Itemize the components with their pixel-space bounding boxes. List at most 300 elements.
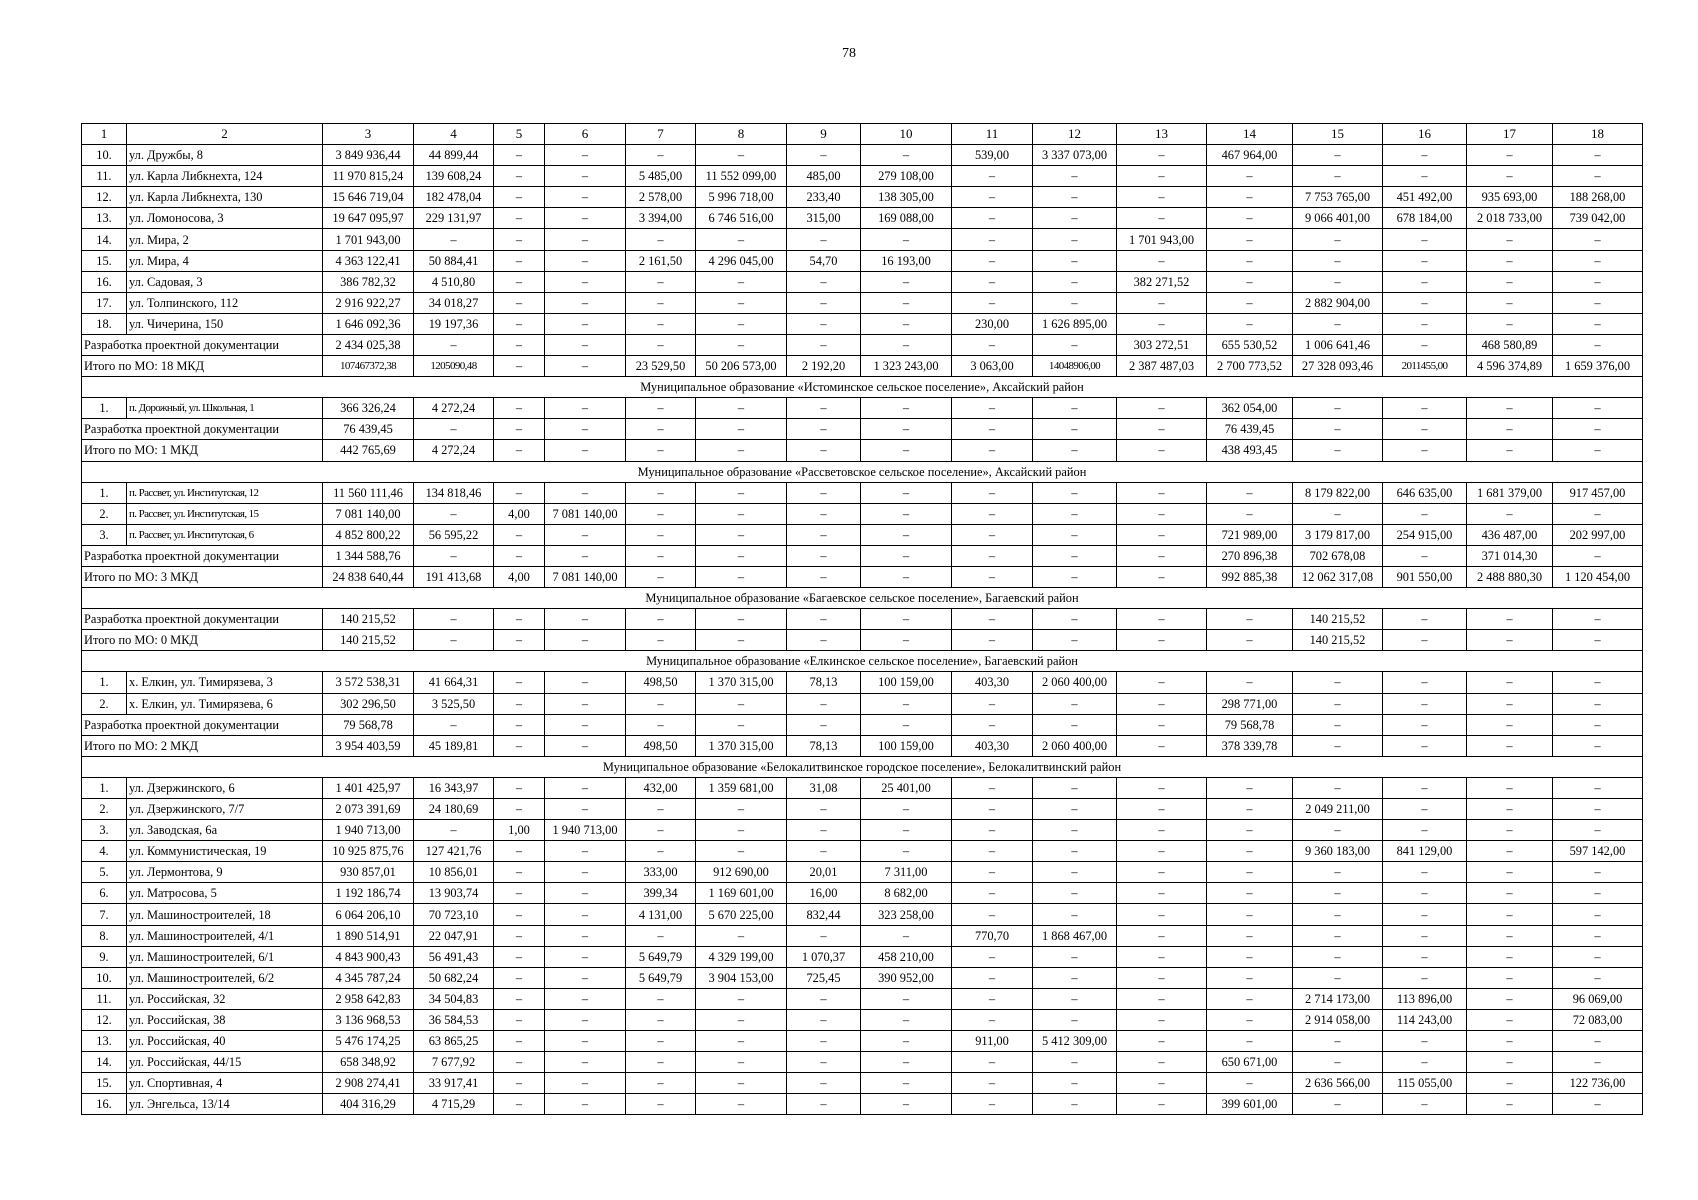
table-cell: – <box>696 313 787 334</box>
table-cell: 468 580,89 <box>1467 334 1553 355</box>
table-cell: – <box>952 419 1033 440</box>
table-cell: – <box>626 1031 696 1052</box>
table-cell: 901 550,00 <box>1383 566 1467 587</box>
table-cell: 485,00 <box>787 166 861 187</box>
table-cell: – <box>494 609 545 630</box>
table-cell: – <box>1117 440 1207 461</box>
table-cell: 1 646 092,36 <box>323 313 414 334</box>
table-cell: 1 401 425,97 <box>323 777 414 798</box>
table-cell: – <box>1467 503 1553 524</box>
table-cell: 8 179 822,00 <box>1293 482 1383 503</box>
summary-label: Итого по МО: 3 МКД <box>82 566 323 587</box>
table-cell: 362 054,00 <box>1207 398 1293 419</box>
table-cell: 19 197,36 <box>414 313 494 334</box>
table-cell: – <box>1383 904 1467 925</box>
table-cell: – <box>696 841 787 862</box>
table-cell: – <box>1117 925 1207 946</box>
table-cell: – <box>952 967 1033 988</box>
table-cell: 1 890 514,91 <box>323 925 414 946</box>
table-cell: – <box>1467 229 1553 250</box>
table-cell: – <box>1383 777 1467 798</box>
table-cell: – <box>1033 1073 1117 1094</box>
table-cell: 4 852 800,22 <box>323 524 414 545</box>
table-cell: – <box>1117 862 1207 883</box>
table-cell: 303 272,51 <box>1117 334 1207 355</box>
table-cell: – <box>952 1052 1033 1073</box>
table-cell: 76 439,45 <box>1207 419 1293 440</box>
address-cell: ул. Заводская, 6а <box>127 820 323 841</box>
table-cell: – <box>1117 799 1207 820</box>
table-cell: 7 081 140,00 <box>545 566 626 587</box>
table-cell: 1 169 601,00 <box>696 883 787 904</box>
table-cell: – <box>494 166 545 187</box>
table-cell: 658 348,92 <box>323 1052 414 1073</box>
table-cell: – <box>1553 545 1643 566</box>
table-cell: – <box>1033 503 1117 524</box>
table-cell: 230,00 <box>952 313 1033 334</box>
summary-row <box>82 545 1643 566</box>
table-cell: – <box>952 440 1033 461</box>
table-cell: 3 394,00 <box>626 208 696 229</box>
table-cell: 140 215,52 <box>1293 609 1383 630</box>
table-cell: 4 272,24 <box>414 398 494 419</box>
table-cell: 140 215,52 <box>1293 630 1383 651</box>
table-cell: – <box>626 1094 696 1115</box>
column-header: 17 <box>1467 124 1553 145</box>
table-cell: 315,00 <box>787 208 861 229</box>
table-cell: – <box>1467 946 1553 967</box>
table-cell: – <box>494 1031 545 1052</box>
table-cell: – <box>787 1031 861 1052</box>
address-cell: ул. Машиностроителей, 6/1 <box>127 946 323 967</box>
table-cell: 467 964,00 <box>1207 145 1293 166</box>
table-cell: – <box>1207 777 1293 798</box>
table-cell: 2 578,00 <box>626 187 696 208</box>
table-cell: 3 954 403,59 <box>323 735 414 756</box>
table-cell: – <box>1207 904 1293 925</box>
table-cell: 11 970 815,24 <box>323 166 414 187</box>
table-cell: – <box>1383 967 1467 988</box>
table-cell: – <box>1207 799 1293 820</box>
table-cell: – <box>1467 271 1553 292</box>
table-cell: – <box>787 545 861 566</box>
table-cell: – <box>626 545 696 566</box>
address-cell: х. Елкин, ул. Тимирязева, 6 <box>127 693 323 714</box>
address-cell: п. Рассвет, ул. Институтская, 15 <box>127 503 323 524</box>
table-cell: 4 715,29 <box>414 1094 494 1115</box>
table-cell: – <box>494 693 545 714</box>
table-cell: – <box>545 714 626 735</box>
table-cell: – <box>787 841 861 862</box>
table-cell: 2 018 733,00 <box>1467 208 1553 229</box>
table-cell: – <box>1467 1031 1553 1052</box>
table-cell: 366 326,24 <box>323 398 414 419</box>
table-cell: – <box>861 292 952 313</box>
table-cell: – <box>1293 904 1383 925</box>
section-title: Муниципальное образование «Истоминское сельское поселение», Аксайский район <box>82 377 1643 398</box>
table-cell: – <box>1117 777 1207 798</box>
row-number: 14. <box>82 229 127 250</box>
table-cell: – <box>1033 862 1117 883</box>
table-cell: – <box>545 883 626 904</box>
table-cell: 2 958 642,83 <box>323 988 414 1009</box>
table-cell: – <box>1033 419 1117 440</box>
table-cell: – <box>1293 714 1383 735</box>
address-cell: ул. Толпинского, 112 <box>127 292 323 313</box>
table-cell: – <box>1383 862 1467 883</box>
table-row <box>82 1052 1643 1073</box>
table-cell: – <box>1207 482 1293 503</box>
table-cell: – <box>1383 503 1467 524</box>
column-header: 10 <box>861 124 952 145</box>
table-cell: 45 189,81 <box>414 735 494 756</box>
table-cell: – <box>1467 735 1553 756</box>
table-cell: – <box>952 862 1033 883</box>
table-cell: – <box>1293 883 1383 904</box>
table-cell: – <box>861 1094 952 1115</box>
column-header: 6 <box>545 124 626 145</box>
address-cell: ул. Российская, 44/15 <box>127 1052 323 1073</box>
table-cell: – <box>1553 904 1643 925</box>
table-cell: – <box>1383 313 1467 334</box>
table-cell: – <box>1033 440 1117 461</box>
table-cell: 2 882 904,00 <box>1293 292 1383 313</box>
table-cell: – <box>1033 946 1117 967</box>
table-cell: – <box>696 630 787 651</box>
table-cell: 539,00 <box>952 145 1033 166</box>
table-cell: 13 903,74 <box>414 883 494 904</box>
table-cell: – <box>1553 862 1643 883</box>
table-cell: – <box>414 714 494 735</box>
table-cell: – <box>545 799 626 820</box>
row-number: 17. <box>82 292 127 313</box>
table-cell: – <box>861 545 952 566</box>
table-cell: – <box>1293 398 1383 419</box>
table-cell: – <box>1033 883 1117 904</box>
table-cell: 725,45 <box>787 967 861 988</box>
table-cell: – <box>861 630 952 651</box>
table-cell: – <box>414 545 494 566</box>
table-cell: 22 047,91 <box>414 925 494 946</box>
table-cell: 2 192,20 <box>787 356 861 377</box>
table-cell: – <box>1117 967 1207 988</box>
table-row <box>82 187 1643 208</box>
table-cell: 202 997,00 <box>1553 524 1643 545</box>
table-cell: – <box>1383 925 1467 946</box>
table-cell: – <box>787 229 861 250</box>
row-number: 15. <box>82 250 127 271</box>
table-row <box>82 398 1643 419</box>
table-cell: – <box>545 630 626 651</box>
table-cell: 399 601,00 <box>1207 1094 1293 1115</box>
column-header: 16 <box>1383 124 1467 145</box>
table-cell: – <box>626 609 696 630</box>
table-cell: 1 006 641,46 <box>1293 334 1383 355</box>
table-cell: – <box>545 440 626 461</box>
table-row <box>82 145 1643 166</box>
table-cell: 16 193,00 <box>861 250 952 271</box>
table-cell: 140 215,52 <box>323 609 414 630</box>
table-cell: – <box>545 145 626 166</box>
table-cell: – <box>494 1094 545 1115</box>
table-row <box>82 967 1643 988</box>
summary-label: Итого по МО: 0 МКД <box>82 630 323 651</box>
table-cell: – <box>1467 630 1553 651</box>
summary-row <box>82 630 1643 651</box>
table-cell: – <box>545 967 626 988</box>
table-cell: – <box>1207 672 1293 693</box>
table-cell: 597 142,00 <box>1553 841 1643 862</box>
table-cell: – <box>1207 862 1293 883</box>
table-cell: 333,00 <box>626 862 696 883</box>
table-cell: 36 584,53 <box>414 1009 494 1030</box>
table-cell: – <box>545 841 626 862</box>
table-cell: 54,70 <box>787 250 861 271</box>
table-cell: – <box>414 609 494 630</box>
table-row <box>82 841 1643 862</box>
table-cell: – <box>1033 229 1117 250</box>
address-cell: п. Рассвет, ул. Институтская, 12 <box>127 482 323 503</box>
address-cell: ул. Российская, 40 <box>127 1031 323 1052</box>
table-cell: – <box>696 440 787 461</box>
table-cell: 2 161,50 <box>626 250 696 271</box>
table-cell: – <box>545 946 626 967</box>
table-cell: – <box>1033 1094 1117 1115</box>
table-cell: – <box>494 988 545 1009</box>
table-cell: – <box>1117 1031 1207 1052</box>
row-number: 5. <box>82 862 127 883</box>
table-cell: 5 476 174,25 <box>323 1031 414 1052</box>
table-cell: – <box>494 946 545 967</box>
table-cell: – <box>1207 229 1293 250</box>
table-cell: – <box>494 925 545 946</box>
table-cell: 4 843 900,43 <box>323 946 414 967</box>
table-cell: – <box>1207 1031 1293 1052</box>
table-cell: 138 305,00 <box>861 187 952 208</box>
table-cell: – <box>1117 883 1207 904</box>
table-cell: 4 345 787,24 <box>323 967 414 988</box>
table-row <box>82 1073 1643 1094</box>
table-cell: – <box>696 271 787 292</box>
table-cell: – <box>1467 841 1553 862</box>
address-cell: ул. Российская, 32 <box>127 988 323 1009</box>
row-number: 2. <box>82 799 127 820</box>
table-cell: 25 401,00 <box>861 777 952 798</box>
table-cell: – <box>952 946 1033 967</box>
table-cell: – <box>1033 630 1117 651</box>
table-cell: – <box>545 1031 626 1052</box>
address-cell: ул. Карла Либкнехта, 124 <box>127 166 323 187</box>
table-cell: – <box>1553 398 1643 419</box>
section-row <box>82 588 1643 609</box>
table-cell: – <box>626 841 696 862</box>
table-cell: – <box>494 482 545 503</box>
table-cell: – <box>626 292 696 313</box>
table-cell: 2 714 173,00 <box>1293 988 1383 1009</box>
table-cell: – <box>545 1052 626 1073</box>
table-cell: 1 940 713,00 <box>545 820 626 841</box>
table-cell: – <box>787 1094 861 1115</box>
table-cell: – <box>787 313 861 334</box>
table-cell: 298 771,00 <box>1207 693 1293 714</box>
table-cell: 78,13 <box>787 672 861 693</box>
address-cell: ул. Коммунистическая, 19 <box>127 841 323 862</box>
table-cell: 678 184,00 <box>1383 208 1467 229</box>
table-cell: – <box>1383 883 1467 904</box>
table-cell: – <box>545 735 626 756</box>
table-cell: – <box>545 482 626 503</box>
table-cell: – <box>1467 609 1553 630</box>
table-cell: – <box>494 862 545 883</box>
table-cell: – <box>626 229 696 250</box>
table-cell: 50 884,41 <box>414 250 494 271</box>
table-row <box>82 208 1643 229</box>
table-cell: – <box>696 714 787 735</box>
table-cell: – <box>1293 440 1383 461</box>
table-cell: – <box>952 904 1033 925</box>
table-cell: – <box>1383 693 1467 714</box>
table-cell: – <box>1553 334 1643 355</box>
table-cell: – <box>1467 967 1553 988</box>
table-cell: – <box>545 356 626 377</box>
table-cell: – <box>861 334 952 355</box>
table-cell: – <box>787 693 861 714</box>
table-cell: – <box>861 1009 952 1030</box>
table-cell: – <box>1467 1073 1553 1094</box>
table-cell: 1 681 379,00 <box>1467 482 1553 503</box>
table-cell: 371 014,30 <box>1467 545 1553 566</box>
section-title: Муниципальное образование «Белокалитвинское городское поселение», Белокалитвинский район <box>82 756 1643 777</box>
table-cell: – <box>1553 503 1643 524</box>
table-cell: – <box>952 820 1033 841</box>
table-cell: – <box>1467 693 1553 714</box>
table-cell: 5 412 309,00 <box>1033 1031 1117 1052</box>
table-cell: – <box>1033 208 1117 229</box>
table-cell: 9 360 183,00 <box>1293 841 1383 862</box>
table-cell: – <box>1553 630 1643 651</box>
table-cell: 1 701 943,00 <box>1117 229 1207 250</box>
row-number: 13. <box>82 1031 127 1052</box>
table-cell: – <box>1383 1052 1467 1073</box>
table-cell: – <box>1293 820 1383 841</box>
table-cell: – <box>1207 503 1293 524</box>
table-cell: – <box>1293 419 1383 440</box>
table-cell: – <box>952 799 1033 820</box>
table-cell: – <box>1033 609 1117 630</box>
table-cell: 386 782,32 <box>323 271 414 292</box>
table-cell: – <box>494 1009 545 1030</box>
table-cell: – <box>626 482 696 503</box>
section-title: Муниципальное образование «Елкинское сельское поселение», Багаевский район <box>82 651 1643 672</box>
table-cell: – <box>545 524 626 545</box>
table-cell: – <box>1467 419 1553 440</box>
table-cell: 1 868 467,00 <box>1033 925 1117 946</box>
table-cell: – <box>1293 693 1383 714</box>
table-cell: – <box>545 1094 626 1115</box>
table-cell: 458 210,00 <box>861 946 952 967</box>
table-cell: 655 530,52 <box>1207 334 1293 355</box>
table-row <box>82 1094 1643 1115</box>
table-cell: – <box>1117 250 1207 271</box>
table-cell: – <box>545 250 626 271</box>
table-cell: – <box>494 250 545 271</box>
table-row <box>82 799 1643 820</box>
column-header: 8 <box>696 124 787 145</box>
column-header: 2 <box>127 124 323 145</box>
table-cell: 1 120 454,00 <box>1553 566 1643 587</box>
table-cell: – <box>1293 313 1383 334</box>
table-row <box>82 229 1643 250</box>
section-row <box>82 377 1643 398</box>
table-cell: – <box>545 693 626 714</box>
table-cell: 2 387 487,03 <box>1117 356 1207 377</box>
table-cell: 139 608,24 <box>414 166 494 187</box>
table-cell: 2 060 400,00 <box>1033 672 1117 693</box>
table-cell: – <box>494 1073 545 1094</box>
table-cell: – <box>952 777 1033 798</box>
table-cell: 15 646 719,04 <box>323 187 414 208</box>
table-cell: 2 060 400,00 <box>1033 735 1117 756</box>
table-cell: – <box>494 356 545 377</box>
table-cell: – <box>1033 166 1117 187</box>
table-cell: – <box>494 777 545 798</box>
summary-label: Итого по МО: 2 МКД <box>82 735 323 756</box>
table-cell: 438 493,45 <box>1207 440 1293 461</box>
summary-row <box>82 566 1643 587</box>
table-cell: – <box>787 988 861 1009</box>
table-cell: – <box>1117 482 1207 503</box>
table-cell: – <box>787 271 861 292</box>
table-cell: – <box>861 566 952 587</box>
table-cell: 832,44 <box>787 904 861 925</box>
table-cell: – <box>1033 988 1117 1009</box>
summary-label: Разработка проектной документации <box>82 419 323 440</box>
table-cell: – <box>787 820 861 841</box>
table-cell: – <box>861 714 952 735</box>
table-cell: – <box>1207 166 1293 187</box>
row-number: 12. <box>82 1009 127 1030</box>
table-cell: – <box>1553 735 1643 756</box>
table-cell: – <box>1033 524 1117 545</box>
table-row <box>82 925 1643 946</box>
table-cell: 3 063,00 <box>952 356 1033 377</box>
page-number: 78 <box>842 46 856 61</box>
table-cell: – <box>1117 145 1207 166</box>
table-cell: – <box>1383 145 1467 166</box>
table-cell: 10 925 875,76 <box>323 841 414 862</box>
table-cell: – <box>787 398 861 419</box>
table-cell: 390 952,00 <box>861 967 952 988</box>
address-cell: п. Дорожный, ул. Школьная, 1 <box>127 398 323 419</box>
table-cell: – <box>494 292 545 313</box>
table-cell: – <box>952 250 1033 271</box>
table-cell: – <box>696 799 787 820</box>
table-cell: – <box>1467 440 1553 461</box>
table-cell: 12 062 317,08 <box>1293 566 1383 587</box>
table-cell: – <box>626 503 696 524</box>
table-cell: – <box>696 1052 787 1073</box>
row-number: 9. <box>82 946 127 967</box>
table-cell: – <box>787 630 861 651</box>
address-cell: ул. Ломоносова, 3 <box>127 208 323 229</box>
table-cell: 432,00 <box>626 777 696 798</box>
table-cell: – <box>952 482 1033 503</box>
table-cell: – <box>1467 777 1553 798</box>
table-cell: – <box>1467 883 1553 904</box>
table-cell: – <box>952 334 1033 355</box>
table-cell: 70 723,10 <box>414 904 494 925</box>
table-cell: – <box>1033 841 1117 862</box>
